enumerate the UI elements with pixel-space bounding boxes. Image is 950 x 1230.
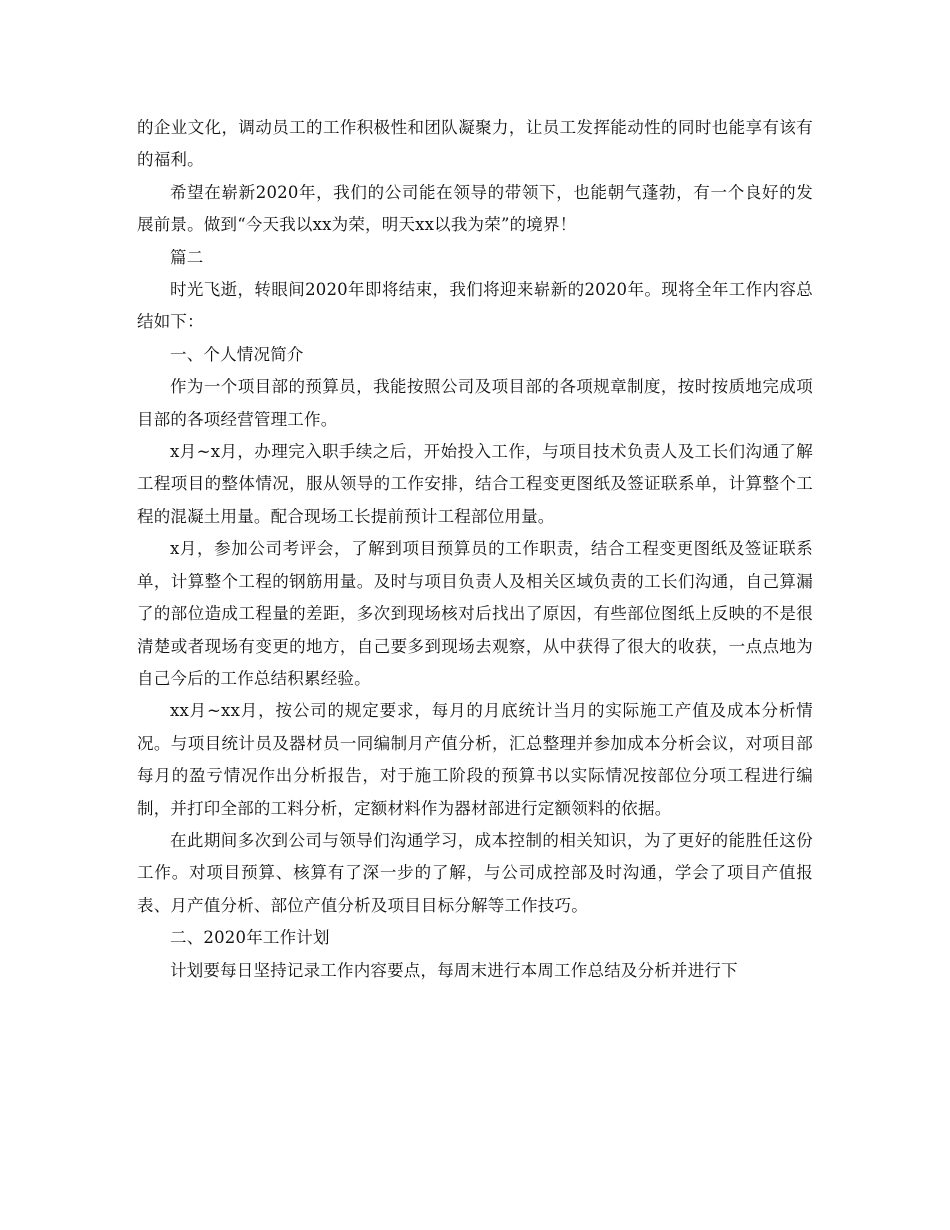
section-heading: 篇二 <box>170 247 204 267</box>
paragraph: 作为一个项目部的预算员，我能按照公司及项目部的各项规章制度，按时按质地完成项目部的各项经营管理工作。 <box>137 377 813 429</box>
paragraph: x月~x月，办理完入职手续之后，开始投入工作，与项目技术负责人及工长们沟通了解工程项目的整体情况，服从领导的工作安排，结合工程变更图纸及签证联系单，计算整个工程的混凝土用量。配合现场工长提前预计工程部位用量。 <box>137 442 813 526</box>
paragraph: x月，参加公司考评会，了解到项目预算员的工作职责，结合工程变更图纸及签证联系单，计算整个工程的钢筋用量。及时与项目负责人及相关区域负责的工长们沟通，自己算漏了的部位造成工程量的差距，多次到现场核对后找出了原因，有些部位图纸上反映的不是很清楚或者现场有变更的地方，自己要多到现场去观察，从中获得了很大的收获，一点点地为自己今后的工作总结积累经验。 <box>137 539 813 688</box>
paragraph: 在此期间多次到公司与领导们沟通学习，成本控制的相关知识，为了更好的能胜任这份工作。对项目预算、核算有了深一步的了解，与公司成控部及时沟通，学会了项目产值报表、月产值分析、部位产值分析及项目目标分解等工作技巧。 <box>137 830 813 915</box>
paragraph: 计划要每日坚持记录工作内容要点，每周末进行本周工作总结及分析并进行下 <box>170 960 738 980</box>
section-heading: 二、2020年工作计划 <box>170 928 330 948</box>
paragraph: 时光飞逝，转眼间2020年即将结束，我们将迎来崭新的2020年。现将全年工作内容总结如下： <box>137 280 813 332</box>
paragraph: xx月~xx月，按公司的规定要求，每月的月底统计当月的实际施工产值及成本分析情况。与项目统计员及器材员一同编制月产值分析，汇总整理并参加成本分析会议，对项目部每月的盈亏情况作出分析报告，对于施工阶段的预算书以实际情况按部位分项工程进行编制，并打印全部的工料分析，定额材料作为器材部进行定额领料的依据。 <box>137 701 813 818</box>
section-heading: 一、个人情况简介 <box>170 344 304 364</box>
paragraph: 希望在崭新2020年，我们的公司能在领导的带领下，也能朝气蓬勃，有一个良好的发展前景。做到“今天我以xx为荣，明天xx以我为荣”的境界！ <box>137 182 813 235</box>
paragraph: 的企业文化，调动员工的工作积极性和团队凝聚力，让员工发挥能动性的同时也能享有该有的福利。 <box>137 118 813 170</box>
document-body <box>137 112 813 987</box>
